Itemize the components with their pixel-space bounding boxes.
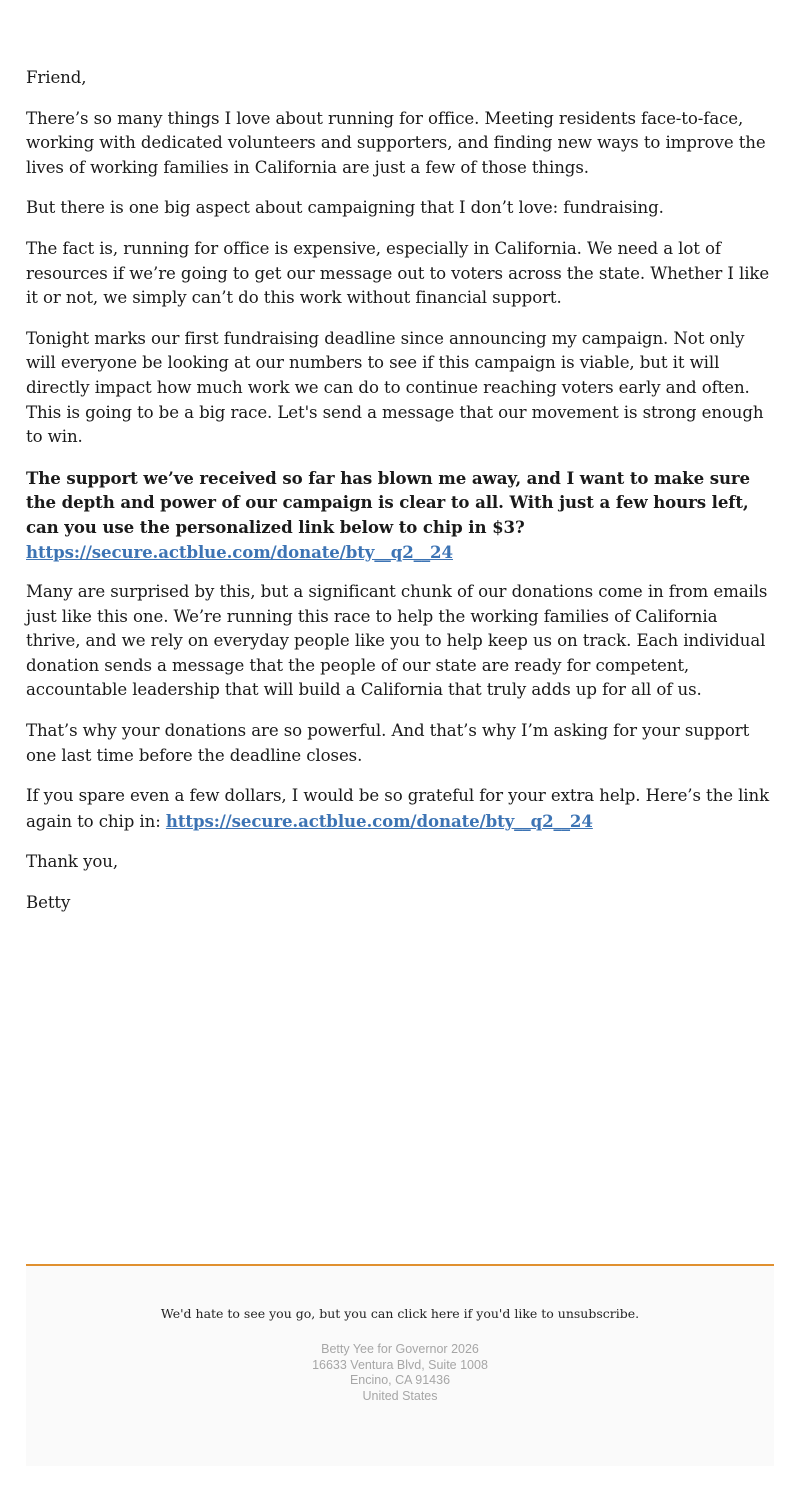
email-body xyxy=(26,66,776,932)
address-street: 16633 Ventura Blvd, Suite 1008 xyxy=(312,1357,488,1372)
greeting: Friend, xyxy=(26,68,87,87)
paragraph-emails: Many are surprised by this, but a significant chunk of our donations come in from emails just like this one. We’re running this race to help the working families of California thrive, and we rely on everyday people like you to help keep us on track. Each individual donation sends a message that the people of our state are ready for competent, accountable leadership that will build a California that truly adds up for all of us. xyxy=(26,582,768,700)
paragraph-ask xyxy=(26,466,776,564)
mailing-address xyxy=(26,1342,774,1404)
paragraph-powerful: That’s why your donations are so powerful. And that’s why I’m asking for your support one last time before the deadline closes. xyxy=(26,721,750,765)
address-city: Encino, CA 91436 xyxy=(349,1373,451,1388)
paragraph-fundraising: But there is one big aspect about campaigning that I don’t love: fundraising. xyxy=(26,198,664,218)
ask-text: The support we’ve received so far has blown me away, and I want to make sure the depth and power of our campaign is clear to all. With just a few hours left, can you use the personalized link below to chip in $3? xyxy=(26,467,751,537)
donate-link[interactable]: https://secure.actblue.com/donate/bty__q2__24 xyxy=(26,541,453,562)
paragraph-intro: There’s so many things I love about running for office. Meeting residents face-to-face, working with dedicated volunteers and supporters, and finding new ways to improve the lives of working families in California are just a few of those things. xyxy=(26,108,766,177)
paragraph-deadline: Tonight marks our first fundraising deadline since announcing my campaign. Not only will everyone be looking at our numbers to see if this campaign is viable, but it will directly impact how much work we can do to continue reaching voters early and often. This is going to be a big race. Let's send a message that our movement is strong enough to win. xyxy=(26,328,764,447)
closing: Thank you, xyxy=(26,852,118,872)
paragraph-link-again xyxy=(26,784,776,834)
donate-link-repeat[interactable]: https://secure.actblue.com/donate/bty__q2__24 xyxy=(165,810,593,831)
link-again-text: If you spare even a few dollars, I would be so grateful for your extra help. Here’s the link again to chip in: xyxy=(26,786,770,831)
paragraph-expensive: The fact is, running for office is expensive, especially in California. We need a lot of resources if we’re going to get our message out to voters across the state. Whether I like it or not, we simply can’t do this work without financial support. xyxy=(26,238,770,308)
signature: Betty xyxy=(26,893,71,913)
unsubscribe-link[interactable]: We'd hate to see you go, but you can click here if you'd like to unsubscribe. xyxy=(160,1306,640,1321)
address-country: United States xyxy=(362,1388,438,1403)
footer xyxy=(26,1266,774,1466)
address-org: Betty Yee for Governor 2026 xyxy=(321,1342,479,1356)
